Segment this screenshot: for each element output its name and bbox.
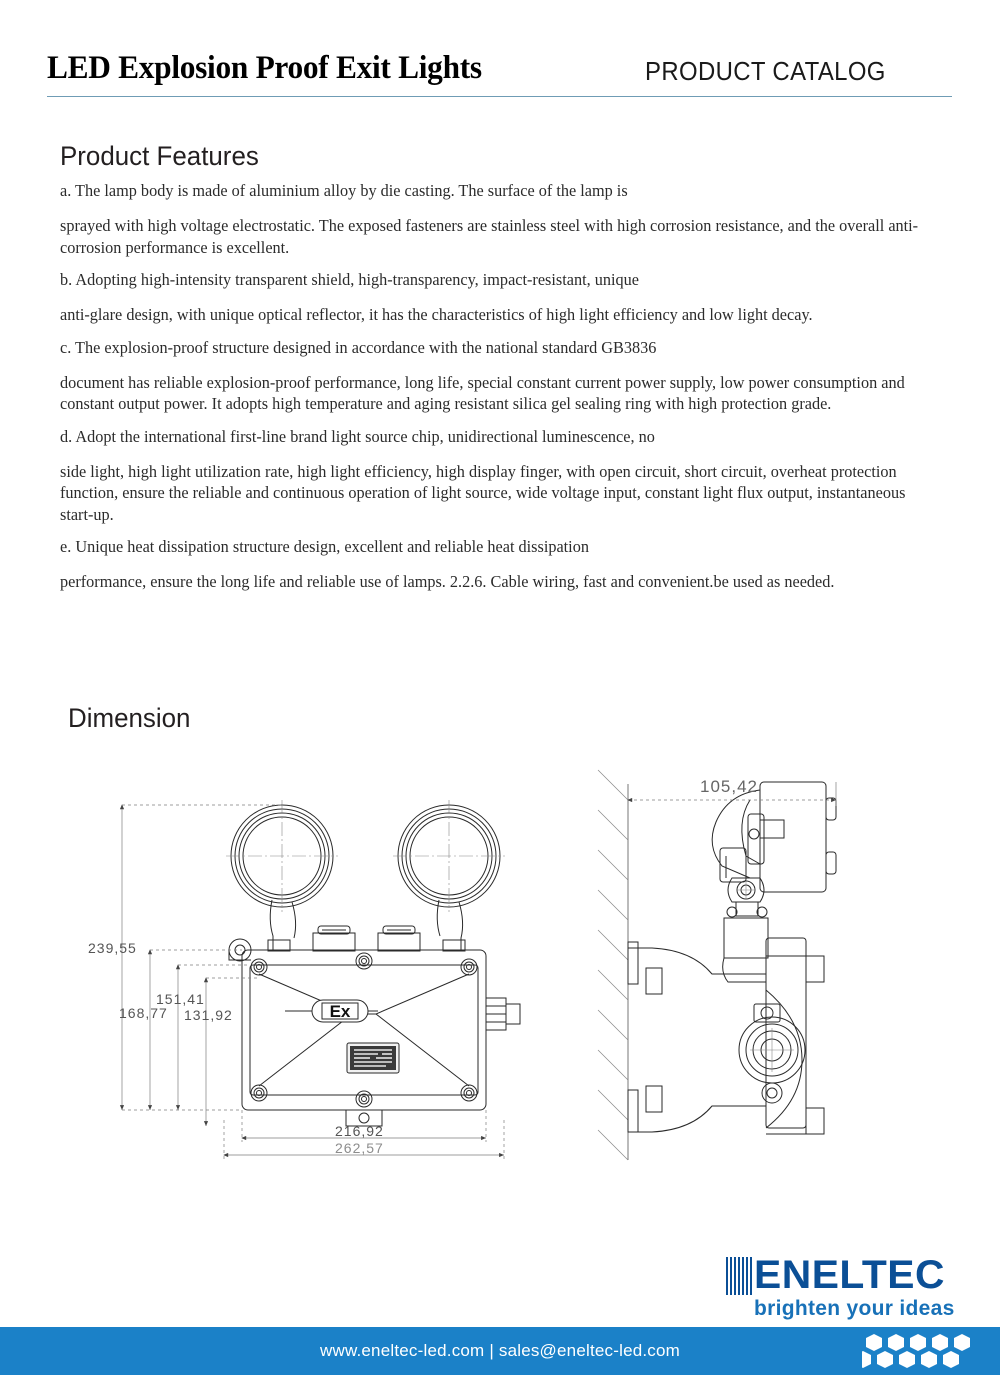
- logo-tagline: brighten your ideas: [754, 1297, 955, 1320]
- feature-item: [60, 337, 940, 415]
- enclosure-outline: [242, 950, 486, 1110]
- product-features-list: [60, 180, 940, 604]
- feature-item: [60, 426, 940, 526]
- page-header: [0, 0, 1000, 100]
- lamp-head-right: [393, 800, 505, 912]
- side-view: [598, 770, 836, 1160]
- catalog-kicker: PRODUCT CATALOG: [645, 56, 886, 86]
- ex-badge-label: Ex: [329, 1002, 351, 1021]
- feature-body: side light, high light utilization rate, high light efficiency, high display finger, with open circuit, short circuit, overheat protection function, ensure the reliable and continuous operation of light source, wide voltage input, constant light flux output, instantaneous start-up.: [60, 461, 906, 524]
- rear-cable-entry: [739, 1004, 805, 1103]
- feature-lead: d. Adopt the international first-line brand light source chip, unidirectional luminescence, no: [60, 426, 655, 446]
- feature-lead: c. The explosion-proof structure designed in accordance with the national standard GB3836: [60, 337, 657, 357]
- dimension-heading: Dimension: [68, 703, 191, 733]
- wall-hatching: [598, 770, 628, 1160]
- feature-body: anti-glare design, with unique optical reflector, it has the characteristics of high light efficiency and low light decay.: [60, 305, 813, 324]
- corner-bolts: [251, 953, 477, 1107]
- hexagon-pattern-icon: [862, 1334, 986, 1368]
- lamp-head-left: [226, 800, 338, 912]
- header-divider: [47, 96, 952, 97]
- feature-lead: a. The lamp body is made of aluminium alloy by die casting. The surface of the lamp is: [60, 181, 628, 200]
- front-view: [226, 800, 520, 1126]
- dim-body-width: 216,92: [335, 1123, 384, 1139]
- swivel-mount-left: [268, 926, 355, 951]
- nameplate: [347, 1043, 399, 1073]
- dim-body-height-outer: 168,77: [119, 1005, 168, 1021]
- dim-body-height-mid: 151,41: [156, 991, 205, 1007]
- feature-lead: b. Adopting high-intensity transparent shield, high-transparency, impact-resistant, unique: [60, 270, 639, 289]
- technical-drawing-svg: [60, 760, 940, 1190]
- dim-overall-height: 239,55: [88, 940, 137, 956]
- ex-badge: [285, 1000, 378, 1022]
- dim-overall-width: 262,57: [335, 1140, 384, 1156]
- feature-item: [60, 536, 940, 593]
- dim-body-height-inner: 131,92: [184, 1007, 233, 1023]
- swivel-joint: [727, 878, 767, 917]
- feature-body: performance, ensure the long life and reliable use of lamps. 2.2.6. Cable wiring, fast and convenient.be used as needed.: [60, 572, 835, 591]
- dimension-drawing: [60, 760, 940, 1190]
- product-features-heading: Product Features: [60, 141, 259, 171]
- wall-bracket: [628, 942, 766, 1132]
- feature-item: [60, 180, 940, 258]
- front-view-dimensions: [122, 805, 504, 1159]
- swivel-mount-right: [378, 926, 465, 951]
- eneltec-logo: [726, 1253, 955, 1321]
- feature-body: document has reliable explosion-proof performance, long life, special constant current power supply, low power consumption and constant output power. It adopts high temperature and aging resistant silica gel sealing ring with high protection grade.: [60, 372, 905, 413]
- feature-lead: e. Unique heat dissipation structure design, excellent and reliable heat dissipation: [60, 537, 589, 556]
- footer-contact: www.eneltec-led.com | sales@eneltec-led.com: [319, 1341, 681, 1360]
- dim-depth: 105,42: [700, 777, 758, 796]
- logo-wordmark: ENELTEC: [754, 1253, 945, 1297]
- feature-body: sprayed with high voltage electrostatic. The exposed fasteners are stainless steel with high corrosion resistance, and the overall anti-corrosion performance is excellent.: [60, 216, 919, 257]
- feature-item: [60, 269, 940, 326]
- page-footer: [0, 1327, 1000, 1375]
- cable-gland: [486, 998, 520, 1030]
- logo-stripes-icon: [726, 1257, 752, 1295]
- page-title: LED Explosion Proof Exit Lights: [47, 50, 482, 86]
